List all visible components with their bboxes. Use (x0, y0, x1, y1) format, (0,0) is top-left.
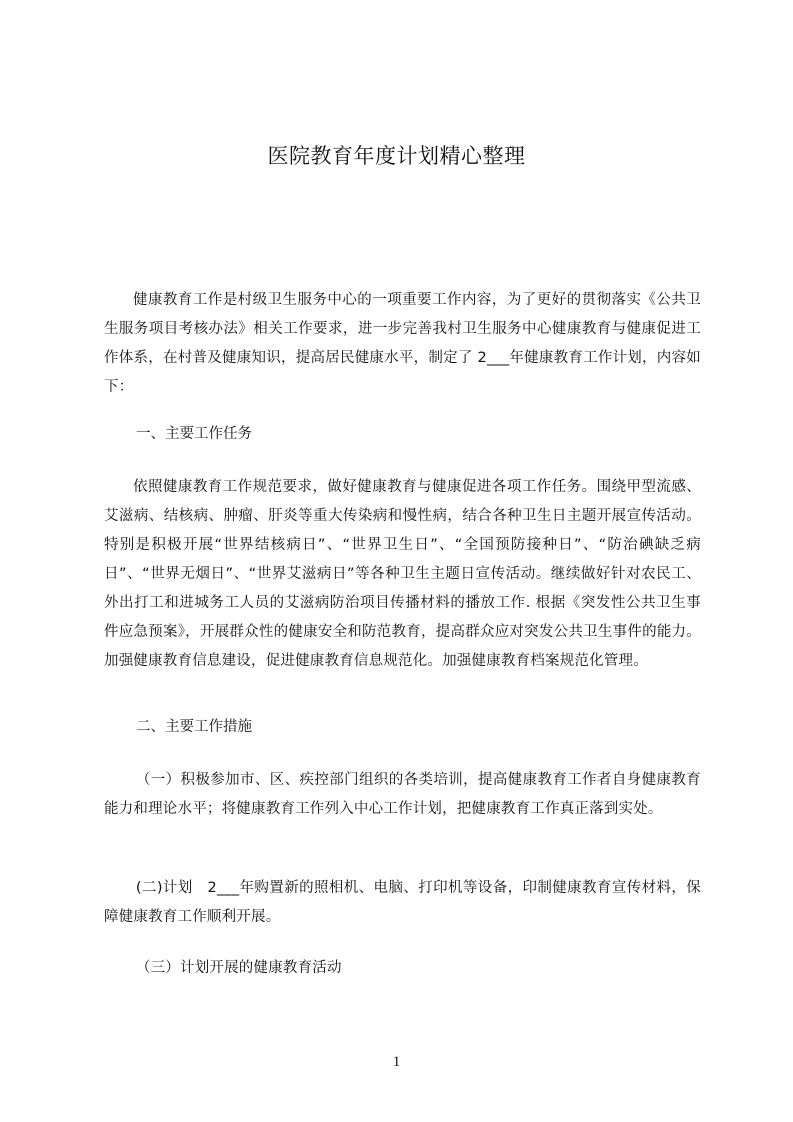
measure-item-1: （一）积极参加市、区、疾控部门组织的各类培训，提高健康教育工作者自身健康教育能力和理论水平；将健康教育工作列入中心工作计划，把健康教育工作真正落到实处。 (104, 772, 701, 817)
intro-paragraph: 健康教育工作是村级卫生服务中心的一项重要工作内容，为了更好的贯彻落实《公共卫生服务项目考核办法》相关工作要求，进一步完善我村卫生服务中心健康教育与健康促进工作体系，在村普及健康知识，提高居民健康水平，制定了 2___年健康教育工作计划，内容如下： (104, 292, 701, 395)
main-tasks-paragraph: 依照健康教育工作规范要求，做好健康教育与健康促进各项工作任务。围绕甲型流感、艾滋病、结核病、肿瘤、肝炎等重大传染病和慢性病，结合各种卫生日主题开展宣传活动。特别是积极开展“世界结核病日”、“世界卫生日”、“全国预防接种日”、“防治碘缺乏病日”、“世界无烟日”、“世界艾滋病日”等各种卫生主题日宣传活动。继续做好针对农民工、外出打工和进城务工人员的艾滋病防治项目传播材料的播放工作. 根据《突发性公共卫生事件应急预案》，开展群众性的健康安全和防范教育，提高群众应对突发公共卫生事件的能力。加强健康教育信息建设，促进健康教育信息规范化。加强健康教育档案规范化管理。 (104, 479, 701, 669)
section-heading-main-tasks: 一、主要工作任务 (136, 426, 252, 442)
document-title: 医院教育年度计划精心整理 (267, 144, 526, 168)
measure-item-2: (二)计划 2___年购置新的照相机、电脑、打印机等设备，印制健康教育宣传材料，保障健康教育工作顺利开展。 (104, 880, 701, 925)
measure-item-3: （三）计划开展的健康教育活动 (135, 960, 342, 976)
section-heading-main-measures: 二、主要工作措施 (136, 719, 252, 735)
page-number: 1 (392, 1054, 401, 1070)
